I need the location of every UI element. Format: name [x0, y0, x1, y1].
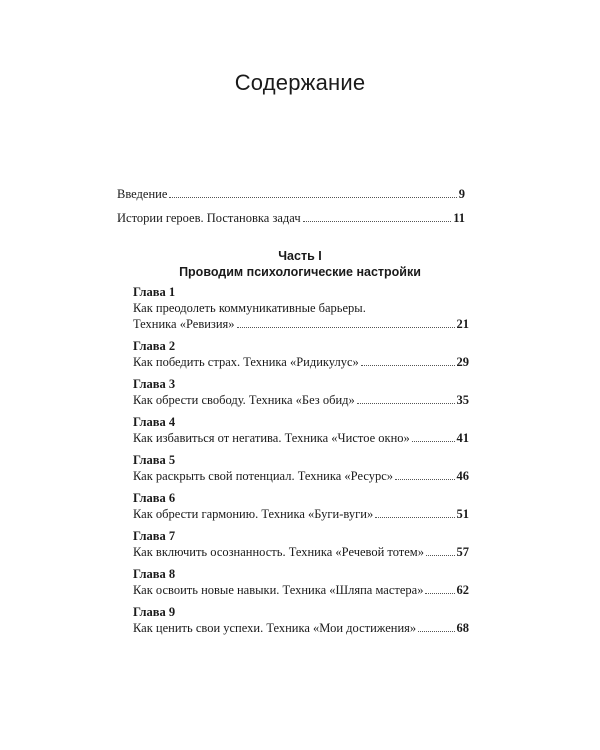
chapter-title: Техника «Ревизия» [133, 317, 235, 331]
dot-leader [361, 365, 455, 366]
toc-entry-page: 11 [453, 211, 465, 225]
chapter-title: Как избавиться от негатива. Техника «Чистое окно» [133, 431, 410, 445]
chapter-title: Как включить осознанность. Техника «Речевой тотем» [133, 545, 424, 559]
toc-entry-hero-stories[interactable] [117, 210, 465, 226]
chapter-page: 57 [456, 545, 469, 559]
part-label: Часть I [278, 249, 322, 263]
chapter-page: 68 [456, 621, 469, 635]
chapter-label: Глава 3 [133, 377, 176, 391]
chapter-entry-9[interactable] [133, 604, 469, 642]
dot-leader [418, 631, 454, 632]
chapter-title: Как обрести гармонию. Техника «Буги-вуги» [133, 507, 374, 521]
chapter-title: Как обрести свободу. Техника «Без обид» [133, 393, 355, 407]
chapter-label: Глава 8 [133, 567, 176, 581]
chapter-label: Глава 5 [133, 453, 176, 467]
chapter-label: Глава 1 [133, 285, 176, 299]
toc-entry-title: Введение [117, 187, 168, 201]
toc-entry-title: Истории героев. Постановка задач [117, 211, 301, 225]
chapter-label: Глава 4 [133, 415, 176, 429]
chapter-title: Как раскрыть свой потенциал. Техника «Ресурс» [133, 469, 394, 483]
dot-leader [375, 517, 454, 518]
part-title: Проводим психологические настройки [179, 265, 421, 279]
dot-leader [237, 327, 455, 328]
chapter-page: 29 [456, 355, 469, 369]
chapter-page: 62 [456, 583, 469, 597]
intro-entries [117, 186, 465, 234]
chapter-entry-6[interactable] [133, 490, 469, 528]
dot-leader [303, 221, 452, 222]
chapter-entry-8[interactable] [133, 566, 469, 604]
chapter-label: Глава 7 [133, 529, 176, 543]
chapter-page: 21 [456, 317, 469, 331]
chapter-page: 35 [456, 393, 469, 407]
chapter-label: Глава 6 [133, 491, 176, 505]
toc-entry-introduction[interactable] [117, 186, 465, 202]
chapter-list [133, 284, 469, 642]
chapter-page: 51 [456, 507, 469, 521]
dot-leader [357, 403, 455, 404]
chapter-page: 41 [456, 431, 469, 445]
chapter-title: Как ценить свои успехи. Техника «Мои достижения» [133, 621, 417, 635]
page-title: Содержание [234, 70, 366, 95]
dot-leader [425, 593, 454, 594]
chapter-entry-7[interactable] [133, 528, 469, 566]
chapter-page: 46 [456, 469, 469, 483]
chapter-label: Глава 2 [133, 339, 176, 353]
chapter-entry-3[interactable] [133, 376, 469, 414]
chapter-title: Как освоить новые навыки. Техника «Шляпа мастера» [133, 583, 424, 597]
dot-leader [395, 479, 454, 480]
toc-entry-page: 9 [458, 187, 465, 201]
chapter-title: Как победить страх. Техника «Ридикулус» [133, 355, 359, 369]
chapter-entry-4[interactable] [133, 414, 469, 452]
chapter-entry-5[interactable] [133, 452, 469, 490]
chapter-label: Глава 9 [133, 605, 176, 619]
chapter-entry-1[interactable] [133, 284, 469, 338]
dot-leader [169, 197, 456, 198]
chapter-entry-2[interactable] [133, 338, 469, 376]
dot-leader [412, 441, 455, 442]
dot-leader [426, 555, 455, 556]
part-heading [0, 248, 600, 280]
chapter-title-line: Как преодолеть коммуникативные барьеры. [133, 301, 366, 315]
